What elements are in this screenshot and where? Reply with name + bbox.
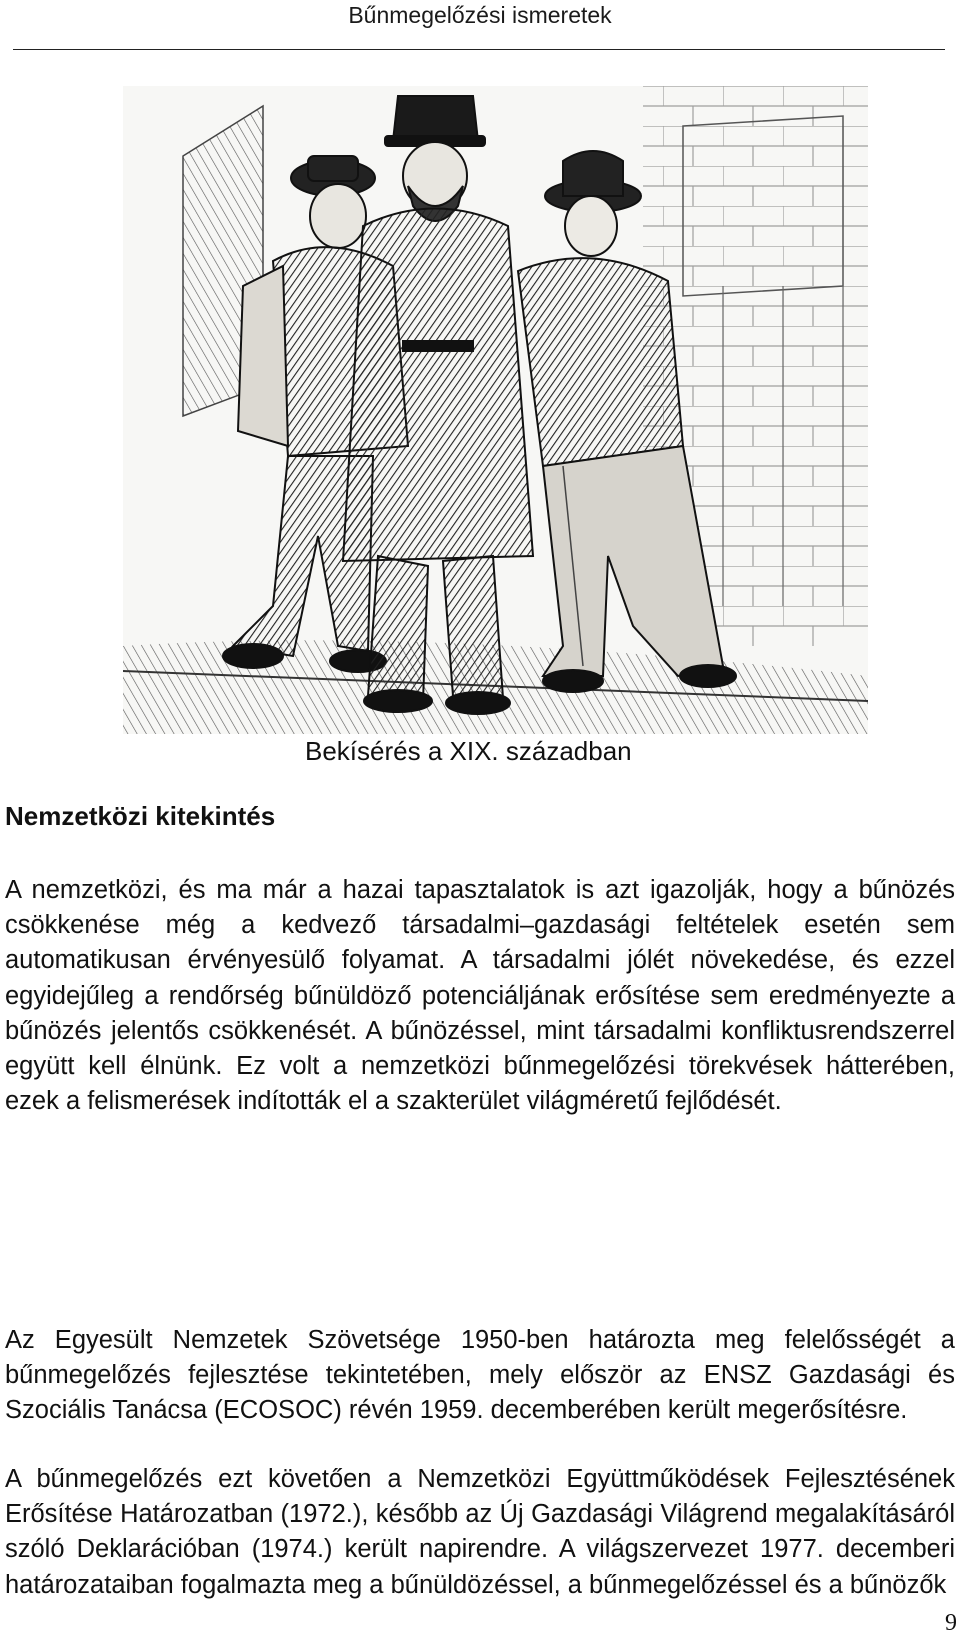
paragraph-1: A nemzetközi, és ma már a hazai tapasztalatok is azt igazolják, hogy a bűnözés csökkenése még a kedvező társadalmi–gazdasági feltételek esetén sem automatikusan érvényesülő folyamat. A társadalmi jólét növekedése, és ezzel egyidejűleg a rendőrség bűnüldöző potenciáljának erősítése sem eredményezte a bűnözés jelentős csökkenését. A bűnözéssel, mint társadalmi konfliktusrendszerrel együtt kell élnünk. Ez volt a nemzetközi bűnmegelőzési törekvések hátterében, ezek a felismerések indították el a szakterület világméretű fejlődését. <box>5 876 955 1116</box>
engraving-police-escort-icon <box>123 86 868 734</box>
paragraph-2: Az Egyesült Nemzetek Szövetsége 1950-ben határozta meg felelősségét a bűnmegelőzés fejlesztése tekintetében, mely először az ENSZ Gazdasági és Szociális Tanácsa (ECOSOC) révén 1959. decemberében került megerősítésre. <box>5 1326 955 1425</box>
paragraph-3: A bűnmegelőzés ezt követően a Nemzetközi Együttműködések Fejlesztésének Erősítése Határozatban (1972.), később az Új Gazdasági Világrend megalakításáról szóló Deklarációban (1974.) került napirendre. A világszervezet 1977. decemberi határozataiban fogalmazta meg a bűnüldözéssel, a bűnmegelőzéssel és a bűnözők <box>5 1465 955 1599</box>
page-number: 9 <box>945 1610 957 1636</box>
header-rule <box>13 49 945 50</box>
section-heading: Nemzetközi kitekintés <box>5 801 276 831</box>
running-header: Bűnmegelőzési ismeretek <box>348 2 612 28</box>
figure-caption: Bekísérés a XIX. században <box>305 736 632 766</box>
